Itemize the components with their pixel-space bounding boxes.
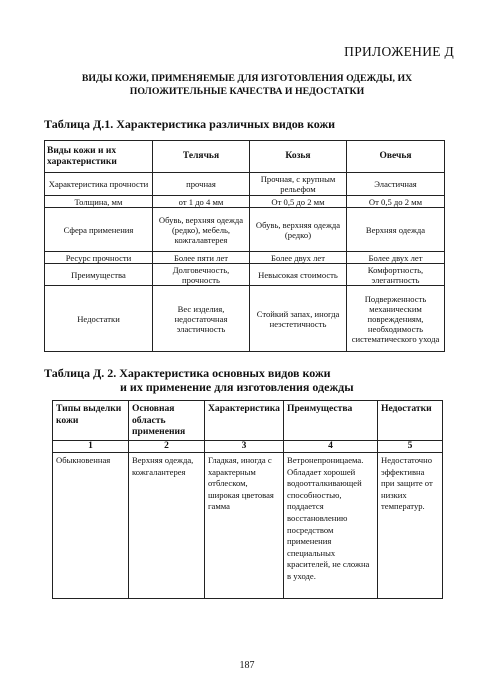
- table-cell: Сфера применения: [45, 208, 153, 252]
- table-cell: Обувь, верхняя одежда (редко), мебель, кожгалавтерея: [153, 208, 250, 252]
- page-number: 187: [239, 660, 255, 671]
- table-row: [45, 264, 445, 286]
- table-cell: Недостатки: [45, 286, 153, 352]
- column-number-row: [53, 441, 443, 453]
- table-cell: Более двух лет: [347, 252, 445, 264]
- table-tanning-types: [52, 400, 443, 599]
- table-cell: Более пяти лет: [153, 252, 250, 264]
- table-cell: Прочная, с крупным рельефом: [250, 173, 347, 196]
- table2-caption-line: и их применение для изготовления одежды: [120, 380, 354, 394]
- table-cell: Невысокая стоимость: [250, 264, 347, 286]
- column-number: 2: [129, 441, 205, 453]
- column-header: Преимущества: [284, 401, 378, 441]
- table-cell: Подверженность механическим повреждениям, необходимость систематического ухода: [347, 286, 445, 352]
- document-title-line: ПОЛОЖИТЕЛЬНЫЕ КАЧЕСТВА И НЕДОСТАТКИ: [129, 86, 365, 97]
- table-cell: От 0,5 до 2 мм: [347, 196, 445, 208]
- column-header: Типы выделки кожи: [53, 401, 129, 441]
- column-header: Козья: [250, 141, 347, 173]
- table-row: [45, 252, 445, 264]
- column-header: Характеристика: [205, 401, 284, 441]
- table-row: [45, 173, 445, 196]
- table-cell: Преимущества: [45, 264, 153, 286]
- table-cell: Верхняя одежда, кожгалантерея: [129, 453, 205, 599]
- table2-caption: [44, 366, 464, 394]
- table1-caption: Таблица Д.1. Характеристика различных видов кожи: [44, 117, 336, 131]
- table-cell: Стойкий запах, иногда неэстетичность: [250, 286, 347, 352]
- table-row: [53, 453, 443, 599]
- column-header: Виды кожи и их характеристики: [45, 141, 153, 173]
- table-cell: Ветронепроницаема. Обладает хорошей водоотталкивающей способностью, поддается восстановлению посредством применения специальных красителей, не сложна в уходе.: [284, 453, 378, 599]
- table-cell: Комфортность, элегантность: [347, 264, 445, 286]
- table-cell: Долговечность, прочность: [153, 264, 250, 286]
- table-cell: Толщина, мм: [45, 196, 153, 208]
- table-row: [45, 286, 445, 352]
- column-number: 5: [378, 441, 443, 453]
- table-skin-types: [44, 140, 445, 352]
- appendix-heading: ПРИЛОЖЕНИЕ Д: [344, 44, 454, 59]
- column-header: Телячья: [153, 141, 250, 173]
- table-cell: Более двух лет: [250, 252, 347, 264]
- table-cell: Обувь, верхняя одежда (редко): [250, 208, 347, 252]
- table2-caption-line: Таблица Д. 2. Характеристика основных видов кожи: [44, 366, 331, 380]
- document-title: [40, 72, 454, 98]
- column-header: Овечья: [347, 141, 445, 173]
- table-cell: Недостаточно эффективна при защите от низких температур.: [378, 453, 443, 599]
- table-cell: Обыкновенная: [53, 453, 129, 599]
- table-cell: Эластичная: [347, 173, 445, 196]
- table-cell: Ресурс прочности: [45, 252, 153, 264]
- column-header: Недостатки: [378, 401, 443, 441]
- table-header-row: [53, 401, 443, 441]
- table-cell: Характеристика прочности: [45, 173, 153, 196]
- table-row: [45, 208, 445, 252]
- table-cell: Гладкая, иногда с характерным отблеском, широкая цветовая гамма: [205, 453, 284, 599]
- table-cell: от 1 до 4 мм: [153, 196, 250, 208]
- table-header-row: [45, 141, 445, 173]
- table-cell: прочная: [153, 173, 250, 196]
- document-title-line: ВИДЫ КОЖИ, ПРИМЕНЯЕМЫЕ ДЛЯ ИЗГОТОВЛЕНИЯ ОДЕЖДЫ, ИХ: [81, 73, 413, 84]
- table-cell: От 0,5 до 2 мм: [250, 196, 347, 208]
- column-header: Основная область применения: [129, 401, 205, 441]
- column-number: 1: [53, 441, 129, 453]
- table-row: [45, 196, 445, 208]
- column-number: 3: [205, 441, 284, 453]
- column-number: 4: [284, 441, 378, 453]
- table-cell: Вес изделия, недостаточная эластичность: [153, 286, 250, 352]
- table-cell: Верхняя одежда: [347, 208, 445, 252]
